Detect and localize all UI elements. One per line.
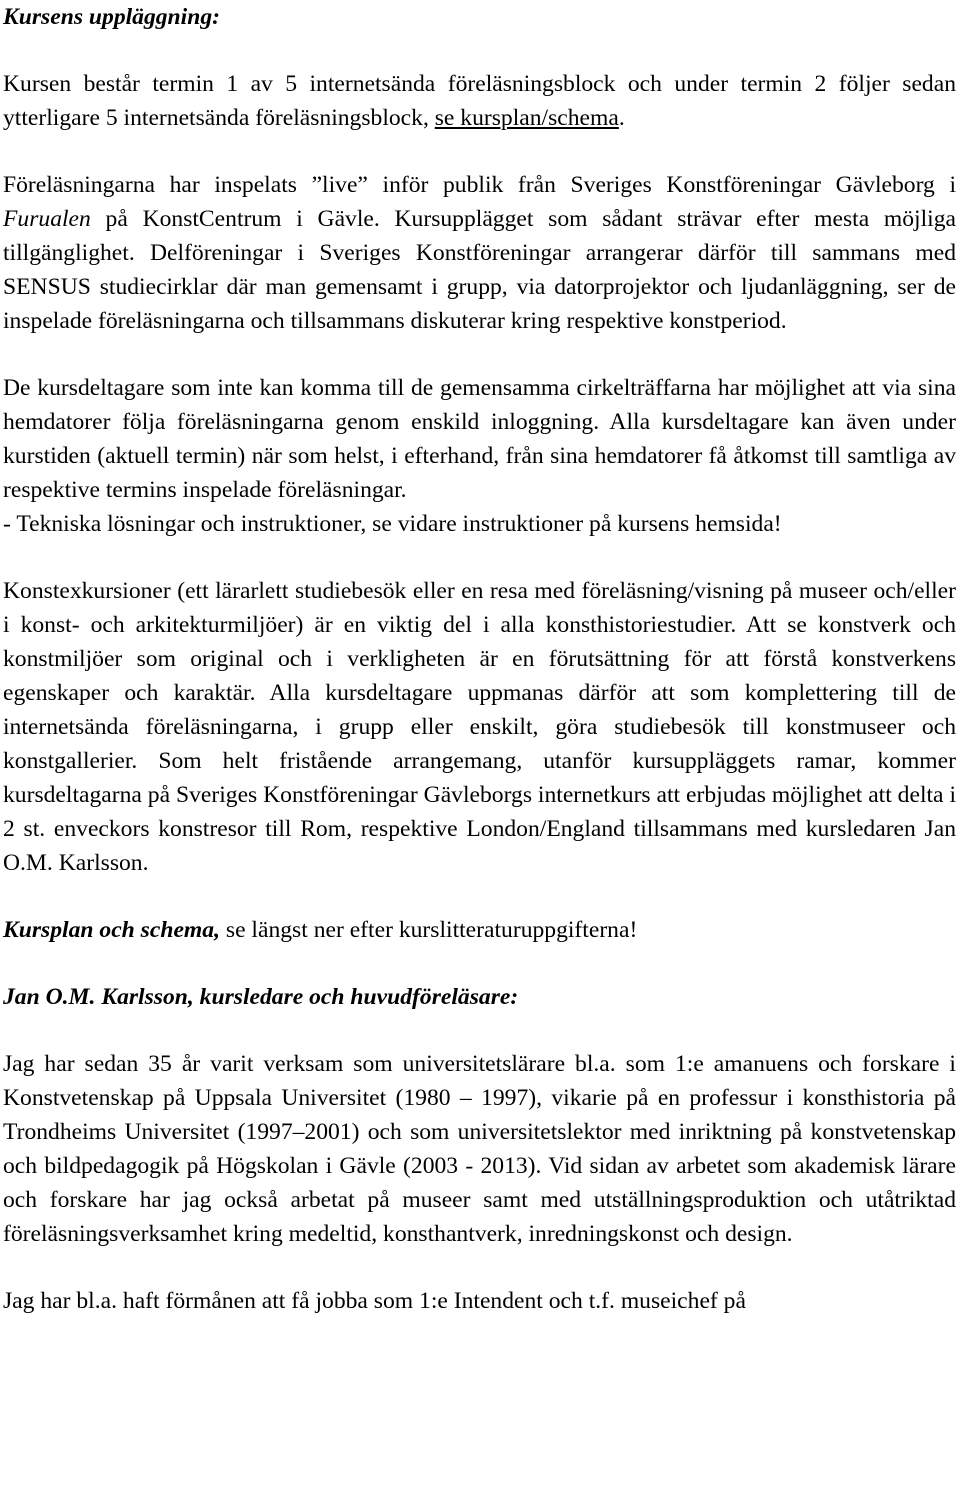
furualen-italic: Furualen	[3, 206, 91, 232]
section-heading-course-structure: Kursens uppläggning:	[3, 4, 221, 30]
paragraph-course-blocks-text: Kursen består termin 1 av 5 internetsända föreläsningsblock och under termin 2 följer sedan ytterligare 5 internetsända föreläsningsblock,	[3, 71, 956, 131]
syllabus-note-text: se längst ner efter kurslitteraturuppgifterna!	[219, 917, 638, 943]
paragraph-home-access: De kursdeltagare som inte kan komma till de gemensamma cirkelträffarna har möjlighet att via sina hemdatorer följa föreläsningarna genom enskild inloggning. Alla kursdeltagare kan även under kurstiden (aktuell termin) när som helst, i efterhand, från sina hemdatorer få åtkomst till samtliga av respektive termins inspelade föreläsningar.	[3, 375, 956, 503]
course-schedule-link[interactable]: se kursplan/schema	[434, 105, 619, 131]
paragraph-recorded-lectures-a: Föreläsningarna har inspelats ”live” inför publik från Sveriges Konstföreningar Gävleborg i	[3, 172, 956, 198]
paragraph-course-blocks	[3, 67, 956, 135]
paragraph-biography: Jag har sedan 35 år varit verksam som universitetslärare bl.a. som 1:e amanuens och forskare i Konstvetenskap på Uppsala Universitet (1980 – 1997), vikarie på en professur i konsthistoria på Trondheims Universitet (1997–2001) och som universitetslektor med inriktning på konstvetenskap och bildpedagogik på Högskolan i Gävle (2003 - 2013). Vid sidan av arbetet som akademisk lärare och forskare har jag också arbetat på museer samt med utställningsproduktion och utåtriktad föreläsningsverksamhet kring medeltid, konsthantverk, inredningskonst och design.	[3, 1051, 956, 1247]
paragraph-technical-solutions: - Tekniska lösningar och instruktioner, se vidare instruktioner på kursens hemsida!	[3, 511, 782, 537]
paragraph-biography-continued: Jag har bl.a. haft förmånen att få jobba som 1:e Intendent och t.f. museichef på	[3, 1288, 746, 1314]
paragraph-recorded-lectures-b: på KonstCentrum i Gävle. Kursupplägget som sådant strävar efter mesta möjliga tillgänglighet. Delföreningar i Sveriges Konstföreningar arrangerar därför till sammans med SENSUS studiecirklar där man gemensamt i grupp, via datorprojektor och ljudanläggning, ser de inspelade föreläsningarna och tillsammans diskuterar kring respektive konstperiod.	[3, 206, 956, 334]
paragraph-recorded-lectures	[3, 168, 956, 338]
paragraph-syllabus-note	[3, 913, 956, 947]
syllabus-bold-label: Kursplan och schema,	[3, 917, 220, 943]
paragraph-art-excursions: Konstexkursioner (ett lärarlett studiebesök eller en resa med föreläsning/visning på museer och/eller i konst- och arkitekturmiljöer) är en viktig del i alla konsthistoriestudier. Att se konstverk och konstmiljöer som original och i verkligheten är en förutsättning för att förstå konstverkens egenskaper och karaktär. Alla kursdeltagare uppmanas därför att som komplettering till de internetsända föreläsningarna, i grupp eller enskilt, göra studiebesök till konstmuseer och konstgallerier. Som helt fristående arrangemang, utanför kursuppläggets ramar, kommer kursdeltagarna på Sveriges Konstföreningar Gävleborgs internetkurs att erbjudas möjlighet att delta i 2 st. enveckors konstresor till Rom, respektive London/England tillsammans med kursledaren Jan O.M. Karlsson.	[3, 578, 956, 876]
section-heading-course-leader: Jan O.M. Karlsson, kursledare och huvudföreläsare:	[3, 984, 519, 1010]
paragraph-course-blocks-end: .	[618, 105, 625, 131]
